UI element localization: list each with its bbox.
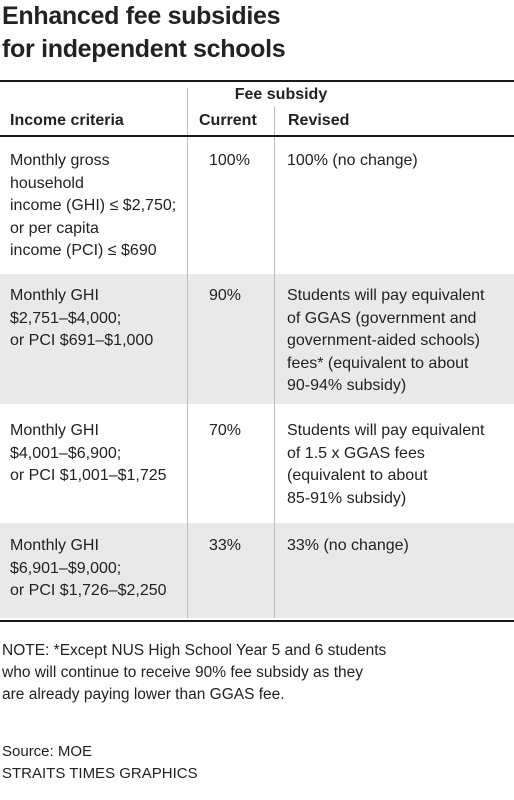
cell-line: or PCI $1,726–$2,250 <box>10 582 167 599</box>
table-row <box>0 523 514 618</box>
column-header-income: Income criteria <box>10 112 124 129</box>
cell-line: Monthly GHI <box>10 422 99 439</box>
column-header-current: Current <box>199 112 257 129</box>
title-line-2: for independent schools <box>2 35 286 63</box>
cell-line: or per capita <box>10 219 99 237</box>
cell-line: fees* (equivalent to about <box>287 354 469 372</box>
footnote-line: are already paying lower than GGAS fee. <box>2 686 285 703</box>
footnote-line: who will continue to receive 90% fee subsidy as they <box>2 664 364 681</box>
current-subsidy-cell: 90% <box>209 287 242 304</box>
cell-line: or PCI $1,001–$1,725 <box>10 467 167 484</box>
cell-line: $4,001–$6,900; <box>10 444 122 462</box>
cell-line: 33% (no change) <box>287 537 409 554</box>
cell-line: Students will pay equivalent <box>287 422 485 439</box>
cell-line: $2,751–$4,000; <box>10 309 122 327</box>
cell-line: Monthly gross <box>10 152 110 169</box>
cell-line: 90-94% subsidy) <box>287 377 407 394</box>
cell-line: Monthly GHI <box>10 287 99 304</box>
current-subsidy-cell: 100% <box>209 152 250 169</box>
footnote-line: NOTE: *Except NUS High School Year 5 and 6 students <box>2 642 387 659</box>
credit-line: STRAITS TIMES GRAPHICS <box>2 765 198 782</box>
current-subsidy-cell: 33% <box>209 537 242 554</box>
cell-line: income (PCI) ≤ $690 <box>10 242 157 259</box>
cell-line: or PCI $691–$1,000 <box>10 332 154 349</box>
column-header-revised: Revised <box>288 112 350 129</box>
source-credit <box>2 741 198 785</box>
footnote <box>2 640 512 706</box>
source-line: Source: MOE <box>2 743 93 760</box>
cell-line: of 1.5 x GGAS fees <box>287 444 425 462</box>
table-top-rule <box>0 80 514 82</box>
table-row <box>0 274 514 404</box>
cell-line: 100% (no change) <box>287 152 418 169</box>
income-criteria-cell <box>10 150 182 263</box>
table-row <box>0 406 514 522</box>
header-rule <box>0 135 514 137</box>
cell-line: 85-91% subsidy) <box>287 489 407 507</box>
revised-subsidy-cell <box>287 420 509 510</box>
table-bottom-rule <box>0 620 514 622</box>
current-subsidy-cell: 70% <box>209 422 242 439</box>
table-row <box>0 142 514 272</box>
revised-subsidy-cell <box>287 285 509 398</box>
title-line-1: Enhanced fee subsidies <box>2 2 281 30</box>
fee-subsidy-group-header: Fee subsidy <box>234 86 328 103</box>
income-criteria-cell <box>10 285 182 353</box>
page-title <box>2 0 285 66</box>
cell-line: government-aided schools) <box>287 332 480 349</box>
income-criteria-cell <box>10 535 182 603</box>
cell-line: (equivalent to about <box>287 467 428 484</box>
cell-line: income (GHI) ≤ $2,750; <box>10 197 177 214</box>
cell-line: Monthly GHI <box>10 537 99 554</box>
cell-line: Students will pay equivalent <box>287 287 485 304</box>
revised-subsidy-cell <box>287 535 509 558</box>
cell-line: $6,901–$9,000; <box>10 559 122 577</box>
cell-line: household <box>10 174 84 192</box>
income-criteria-cell <box>10 420 182 488</box>
revised-subsidy-cell <box>287 150 509 173</box>
cell-line: of GGAS (government and <box>287 309 477 327</box>
